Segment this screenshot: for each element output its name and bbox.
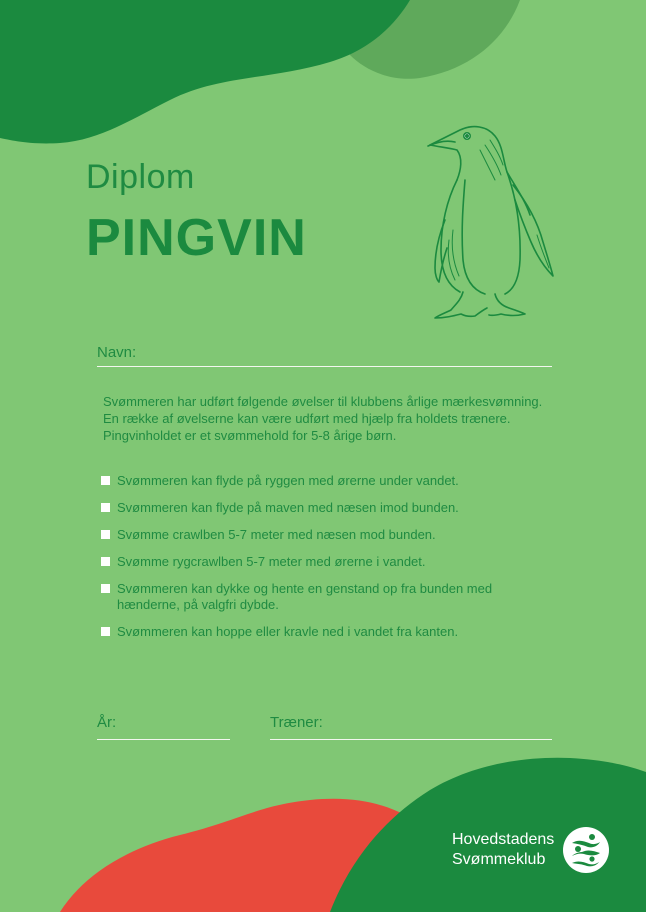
top-dark-blob (0, 0, 410, 143)
checkbox[interactable] (101, 503, 110, 512)
checklist-item-text: Svømmeren kan flyde på ryggen med ørerne under vandet. (117, 473, 459, 488)
checkbox[interactable] (101, 584, 110, 593)
trainer-label: Træner: (270, 714, 323, 731)
checklist-item-text: Svømmeren kan hoppe eller kravle ned i vandet fra kanten. (117, 624, 459, 639)
exercise-checklist (100, 473, 550, 651)
checklist-item-text: Svømme rygcrawlben 5-7 meter med ørerne i vandet. (117, 554, 426, 569)
diploma-title: PINGVIN (86, 209, 307, 267)
checklist-item (100, 581, 550, 613)
swimmers-logo-icon (562, 826, 610, 874)
checklist-item (100, 554, 550, 570)
club-name (452, 830, 554, 870)
diploma-subtitle: Diplom (86, 158, 195, 196)
trainer-field-line[interactable] (270, 739, 552, 740)
name-label: Navn: (97, 344, 137, 361)
checklist-item (100, 624, 550, 640)
checkbox[interactable] (101, 627, 110, 636)
intro-paragraph: Svømmeren har udført følgende øvelser til klubbens årlige mærkesvømning. En række af øvelserne kan være udført med hjælp fra holdets trænere. Pingvinholdet er et svømmehold for 5-8 årige børn. (103, 394, 543, 443)
checklist-item (100, 527, 550, 543)
year-field-line[interactable] (97, 739, 230, 740)
checklist-item-text: Svømme crawlben 5-7 meter med næsen mod bunden. (117, 527, 436, 542)
club-name-line1: Hovedstadens (452, 831, 555, 848)
year-label: År: (97, 714, 117, 731)
checklist-item-text: Svømmeren kan dykke og hente en genstand op fra bunden med hænderne, på valgfri dybde. (117, 581, 493, 612)
club-name-line2: Svømmeklub (452, 851, 546, 868)
checkbox[interactable] (101, 530, 110, 539)
checkbox[interactable] (101, 557, 110, 566)
checklist-item (100, 500, 550, 516)
checklist-item-text: Svømmeren kan flyde på maven med næsen imod bunden. (117, 500, 459, 515)
penguin-illustration (425, 120, 565, 325)
checkbox[interactable] (101, 476, 110, 485)
name-field-line[interactable] (97, 366, 552, 367)
club-logo (452, 826, 610, 874)
checklist-item (100, 473, 550, 489)
